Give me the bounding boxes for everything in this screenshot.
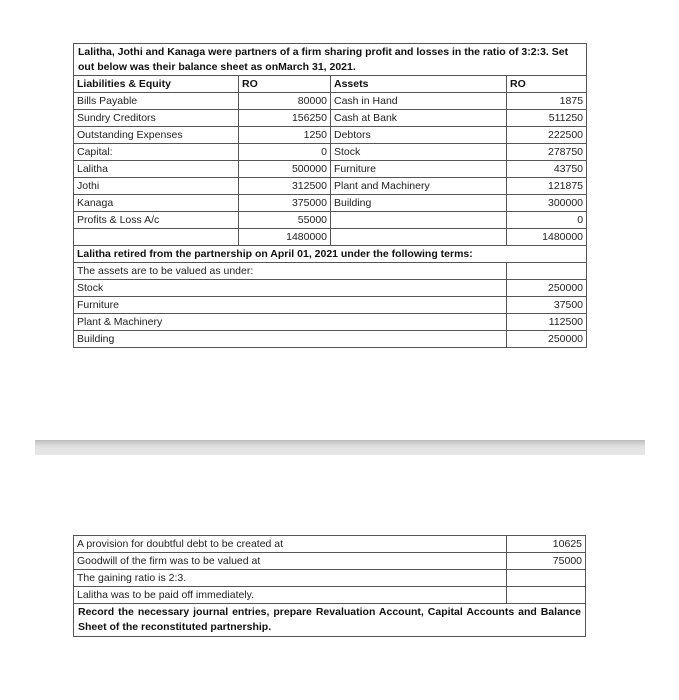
liability-amount: 500000 [239,161,331,178]
asset-amount: 43750 [507,161,587,178]
asset-amount: 1875 [507,93,587,110]
retirement-heading-row [74,246,587,263]
asset-label: Plant and Machinery [331,178,507,195]
valuation-row [74,331,587,348]
liability-amount: 312500 [239,178,331,195]
retirement-heading: Lalitha retired from the partnership on April 01, 2021 under the following terms: [74,246,587,263]
liability-label: Outstanding Expenses [74,127,239,144]
term-value [507,570,586,587]
asset-amount: 511250 [507,110,587,127]
table-row [74,161,587,178]
valuation-item: Plant & Machinery [74,314,507,331]
term-value [507,587,586,604]
liability-label: Jothi [74,178,239,195]
asset-label: Cash at Bank [331,110,507,127]
liability-amount: 1250 [239,127,331,144]
term-row [74,553,586,570]
asset-label [331,229,507,246]
asset-label: Stock [331,144,507,161]
intro-row [74,44,587,76]
table-row [74,110,587,127]
valuation-heading: The assets are to be valued as under: [74,263,507,280]
asset-amount: 0 [507,212,587,229]
term-text: Goodwill of the firm was to be valued at [74,553,507,570]
liability-label: Bills Payable [74,93,239,110]
valuation-heading-row [74,263,587,280]
valuation-row [74,297,587,314]
empty-cell [507,263,587,280]
asset-total: 1480000 [507,229,587,246]
asset-label [331,212,507,229]
valuation-value: 250000 [507,331,587,348]
valuation-item: Building [74,331,507,348]
terms-table [73,535,586,637]
asset-amount: 278750 [507,144,587,161]
asset-amount: 300000 [507,195,587,212]
table-row [74,144,587,161]
liability-label: Kanaga [74,195,239,212]
header-ro-liabilities: RO [239,76,331,93]
page-divider-bar [35,440,645,455]
term-text: Lalitha was to be paid off immediately. [74,587,507,604]
term-text: The gaining ratio is 2:3. [74,570,507,587]
valuation-value: 112500 [507,314,587,331]
header-row [74,76,587,93]
valuation-value: 250000 [507,280,587,297]
valuation-value: 37500 [507,297,587,314]
table-row [74,195,587,212]
liability-amount: 80000 [239,93,331,110]
question-intro: Lalitha, Jothi and Kanaga were partners of a firm sharing profit and losses in the ratio of 3:2:3. Set out below was their balance sheet as onMarch 31, 2021. [74,44,587,76]
table-row [74,127,587,144]
liability-amount: 55000 [239,212,331,229]
valuation-item: Furniture [74,297,507,314]
totals-row [74,229,587,246]
term-row [74,587,586,604]
term-row [74,536,586,553]
valuation-item: Stock [74,280,507,297]
asset-label: Debtors [331,127,507,144]
asset-label: Furniture [331,161,507,178]
table-row [74,212,587,229]
term-value: 75000 [507,553,586,570]
term-row [74,570,586,587]
asset-label: Cash in Hand [331,93,507,110]
valuation-row [74,314,587,331]
liability-label: Capital: [74,144,239,161]
term-value: 10625 [507,536,586,553]
liability-label: Lalitha [74,161,239,178]
liability-amount: 375000 [239,195,331,212]
liability-label [74,229,239,246]
header-assets: Assets [331,76,507,93]
asset-amount: 121875 [507,178,587,195]
table-row [74,178,587,195]
asset-label: Building [331,195,507,212]
header-ro-assets: RO [507,76,587,93]
liability-amount: 156250 [239,110,331,127]
liability-label: Profits & Loss A/c [74,212,239,229]
asset-amount: 222500 [507,127,587,144]
instruction-text: Record the necessary journal entries, prepare Revaluation Account, Capital Accounts and Balance Sheet of the reconstituted partnership. [74,604,586,637]
balance-sheet-table [73,43,587,348]
valuation-row [74,280,587,297]
table-row [74,93,587,110]
liability-total: 1480000 [239,229,331,246]
header-liabilities: Liabilities & Equity [74,76,239,93]
instruction-row [74,604,586,637]
liability-amount: 0 [239,144,331,161]
term-text: A provision for doubtful debt to be created at [74,536,507,553]
liability-label: Sundry Creditors [74,110,239,127]
